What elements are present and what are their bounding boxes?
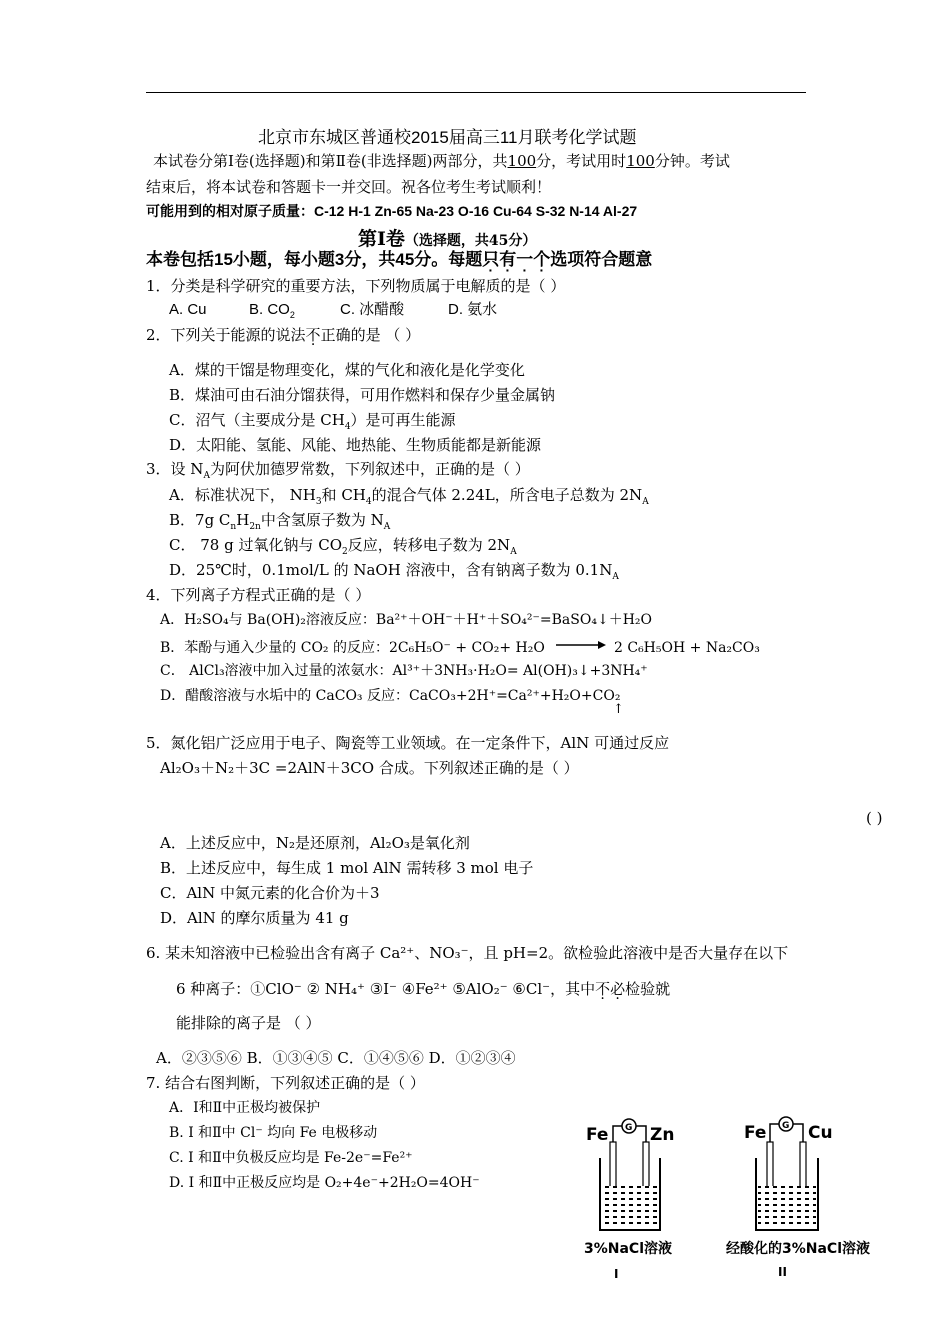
q2-option-c: C．沼气（主要成分是 $CH_4$）是可再生能源 [169, 411, 456, 432]
q4-stem: 4．下列离子方程式正确的是（ ） [146, 586, 371, 604]
q5-stem-1: 5．氮化铝广泛应用于电子、陶瓷等工业领域。在一定条件下，AlN 可通过反应 [146, 734, 670, 752]
q4-option-b: B．苯酚与通入少量的 CO₂ 的反应：2C₆H₅O⁻ + CO₂+ H₂O [160, 640, 545, 656]
q5-option-b: B．上述反应中，每生成 1 mol AlN 需转移 3 mol 电子 [160, 859, 534, 877]
q1-option-c: C. 冰醋酸 [340, 301, 405, 318]
q4-option-a: A．H₂SO₄与 Ba(OH)₂溶液反应：Ba²⁺＋OH⁻＋H⁺＋SO₄²⁻=BaSO₄↓＋H₂O [160, 612, 652, 628]
q3-stem: 3．设 $N_A$为阿伏加德罗常数，下列叙述中，正确的是（ ） [146, 460, 530, 481]
q5-option-c: C．AlN 中氮元素的化合价为＋3 [160, 884, 380, 902]
q2-option-b: B．煤油可由石油分馏获得，可用作燃料和保存少量金属钠 [169, 386, 556, 404]
q7-option-b: B. Ⅰ 和Ⅱ中 Cl⁻ 均向 Fe 电极移动 [169, 1125, 378, 1141]
cell-1-galvanometer-label: G [625, 1123, 633, 1133]
q1-stem: 1．分类是科学研究的重要方法，下列物质属于电解质的是（ ） [146, 277, 566, 295]
gas-arrow: ↑ [613, 702, 624, 717]
q7-option-d: D. Ⅰ 和Ⅱ中正极反应均是 O₂+4e⁻+2H₂O=4OH⁻ [169, 1175, 480, 1191]
cell-1-electrolyte [602, 1186, 658, 1228]
cell-2-label: II [778, 1265, 787, 1279]
q7-option-a: A．Ⅰ和Ⅱ中正极均被保护 [169, 1100, 321, 1116]
cell-1-right-electrode: Zn [650, 1125, 675, 1145]
q6-stem-2: 6 种离子：①ClO⁻ ② NH₄⁺ ③I⁻ ④Fe²⁺ ⑤AlO₂⁻ ⑥Cl⁻，其中不必检验就 [176, 980, 671, 998]
section-instructions: 本卷包括15小题，每小题3分，共45分。每题只有一个选项符合题意 [146, 250, 653, 269]
cell-1-solution: 3%NaCl溶液 [584, 1241, 673, 1257]
q3-option-a: A．标准状况下， $NH_3$和 $CH_4$的混合气体 2.24L，所含电子总数为 $2N_A$ [169, 486, 649, 507]
q6-stem-1: 6. 某未知溶液中已检验出含有离子 Ca²⁺、NO₃⁻，且 pH=2。欲检验此溶液中是否大量存在以下 [146, 944, 789, 962]
cell-2-galvanometer-label: G [782, 1121, 790, 1131]
header-rule [146, 92, 806, 93]
page-title: 北京市东城区普通校2015届高三11月联考化学试题 [258, 128, 637, 147]
q5-option-d: D．AlN 的摩尔质量为 41 g [160, 909, 349, 927]
cell-1-label: I [614, 1267, 619, 1281]
q2-stem: 2．下列关于能源的说法不正确的是 （ ） [146, 326, 421, 344]
reaction-arrow [556, 638, 606, 652]
q3-option-c: C． 78 g 过氧化钠与 $CO_2$反应，转移电子数为 $2N_A$ [169, 536, 517, 557]
cell-2-right-electrode: Cu [808, 1123, 833, 1143]
cell-2-left-electrode: Fe [744, 1123, 767, 1143]
q5-answer-bracket: ( ) [866, 809, 883, 827]
galvanic-cells-figure [580, 1112, 890, 1287]
q7-option-c: C. Ⅰ 和Ⅱ中负极反应均是 Fe-2e⁻=Fe²⁺ [169, 1150, 413, 1166]
q1-option-b: B. $CO_2$ [249, 301, 295, 320]
cell-1-left-electrode: Fe [586, 1125, 609, 1145]
q2-option-d: D．太阳能、氢能、风能、地热能、生物质能都是新能源 [169, 436, 542, 454]
q4-option-b-product: 2 C₆H₅OH + Na₂CO₃ [614, 640, 760, 656]
cell-2 [726, 1117, 870, 1279]
q5-stem-2: Al₂O₃＋N₂＋3C =2AlN＋3CO 合成。下列叙述正确的是（ ） [160, 759, 579, 777]
cell-2-solution: 经酸化的3%NaCl溶液 [726, 1241, 871, 1257]
q6-options: A．②③⑤⑥ B．①③④⑤ C．①④⑤⑥ D．①②③④ [156, 1049, 516, 1067]
q3-option-d: D．25℃时，0.1mol/L 的 NaOH 溶液中，含有钠离子数为 $0.1N_A$ [169, 561, 619, 582]
q4-option-d: D．醋酸溶液与水垢中的 CaCO₃ 反应：CaCO₃+2H⁺=Ca²⁺+H₂O+CO₂ [160, 688, 621, 704]
intro-line-2: 结束后，将本试卷和答题卡一并交回。祝各位考生考试顺利！ [146, 178, 552, 196]
q1-option-a: A. Cu [169, 301, 207, 318]
section-heading: 第Ⅰ卷（选择题，共45分） [358, 228, 537, 250]
q4-option-c: C． AlCl₃溶液中加入过量的浓氨水：Al³⁺＋3NH₃·H₂O= Al(OH)₃↓+3NH₄⁺ [160, 663, 648, 679]
cell-1 [584, 1119, 674, 1281]
atomic-masses: 可能用到的相对原子质量：C-12 H-1 Zn-65 Na-23 O-16 Cu-64 S-32 N-14 Al-27 [146, 203, 638, 219]
intro-line-1: 本试卷分第Ⅰ卷(选择题)和第Ⅱ卷(非选择题)两部分，共100分，考试用时100分钟。考试 [153, 152, 730, 170]
cell-2-electrolyte [758, 1186, 816, 1228]
q3-option-b: B．7g $C_nH_{2n}$中含氢原子数为 $N_A$ [169, 511, 391, 532]
q6-stem-3: 能排除的离子是 （ ） [176, 1014, 321, 1032]
q5-option-a: A．上述反应中，N₂是还原剂，Al₂O₃是氧化剂 [160, 834, 470, 852]
q7-stem: 7. 结合右图判断，下列叙述正确的是（ ） [146, 1074, 425, 1092]
q1-option-d: D. 氨水 [448, 301, 498, 318]
q2-option-a: A．煤的干馏是物理变化，煤的气化和液化是化学变化 [169, 361, 525, 379]
